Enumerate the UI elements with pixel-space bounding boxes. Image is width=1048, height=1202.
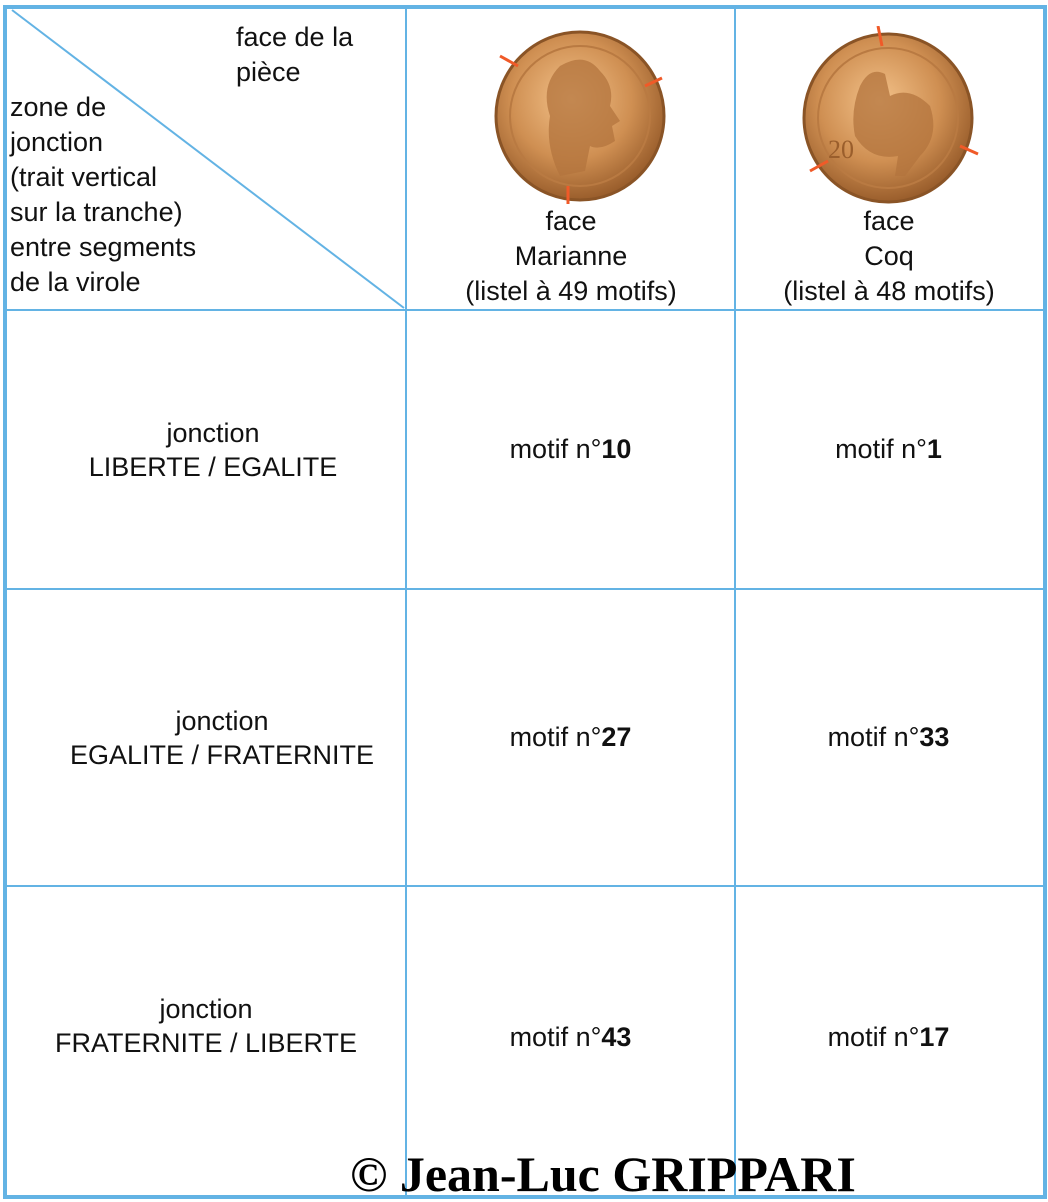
corner-left-line: de la virole bbox=[10, 267, 141, 297]
caption-line: face bbox=[863, 206, 915, 236]
motif-number: 10 bbox=[601, 434, 632, 464]
row-label-liberte-egalite bbox=[7, 311, 439, 588]
corner-header-face bbox=[236, 20, 353, 90]
corner-top-line: pièce bbox=[236, 57, 301, 87]
marianne-coin-icon bbox=[490, 26, 670, 206]
motif-prefix: motif n° bbox=[827, 1021, 920, 1052]
caption-line: face bbox=[545, 206, 597, 236]
row-label-line: jonction bbox=[166, 417, 260, 448]
motif-number: 1 bbox=[926, 434, 942, 464]
marianne-motif-cell bbox=[407, 590, 734, 885]
coq-caption bbox=[737, 204, 1041, 309]
row-label-line: LIBERTE / EGALITE bbox=[88, 451, 338, 482]
svg-text:20: 20 bbox=[828, 135, 854, 164]
motif-prefix: motif n° bbox=[509, 1021, 602, 1052]
caption-line: Coq bbox=[864, 241, 914, 271]
corner-left-line: jonction bbox=[10, 127, 104, 157]
corner-left-line: zone de bbox=[10, 92, 107, 122]
corner-left-line: sur la tranche) bbox=[10, 197, 183, 227]
row-label-line: jonction bbox=[159, 994, 253, 1024]
caption-line: (listel à 49 motifs) bbox=[465, 276, 677, 306]
corner-header-zone bbox=[10, 90, 196, 300]
row-label-fraternite-liberte bbox=[7, 887, 405, 1193]
motif-number: 17 bbox=[919, 1021, 950, 1052]
row-label-egalite-fraternite bbox=[7, 590, 437, 885]
row-label-line: EGALITE / FRATERNITE bbox=[69, 739, 375, 770]
motif-prefix: motif n° bbox=[509, 722, 602, 752]
motif-number: 43 bbox=[601, 1021, 632, 1052]
marianne-motif-cell bbox=[407, 311, 734, 588]
coq-motif-cell bbox=[736, 590, 1041, 885]
caption-line: (listel à 48 motifs) bbox=[783, 276, 995, 306]
caption-line: Marianne bbox=[514, 241, 628, 271]
coq-coin-icon bbox=[800, 26, 980, 206]
row-label-line: FRATERNITE / LIBERTE bbox=[54, 1028, 358, 1058]
motif-prefix: motif n° bbox=[509, 434, 602, 464]
corner-left-line: entre segments bbox=[10, 232, 197, 262]
corner-top-line: face de la bbox=[236, 22, 354, 52]
motif-prefix: motif n° bbox=[835, 434, 927, 464]
motif-number: 33 bbox=[919, 722, 950, 752]
corner-left-line: (trait vertical bbox=[10, 162, 158, 192]
coq-motif-cell bbox=[736, 311, 1041, 588]
marianne-caption bbox=[410, 204, 732, 309]
copyright-notice: © Jean-Luc GRIPPARI bbox=[350, 1146, 856, 1202]
row-label-line: jonction bbox=[175, 705, 269, 736]
motif-number: 27 bbox=[601, 722, 632, 752]
motif-prefix: motif n° bbox=[827, 722, 920, 752]
